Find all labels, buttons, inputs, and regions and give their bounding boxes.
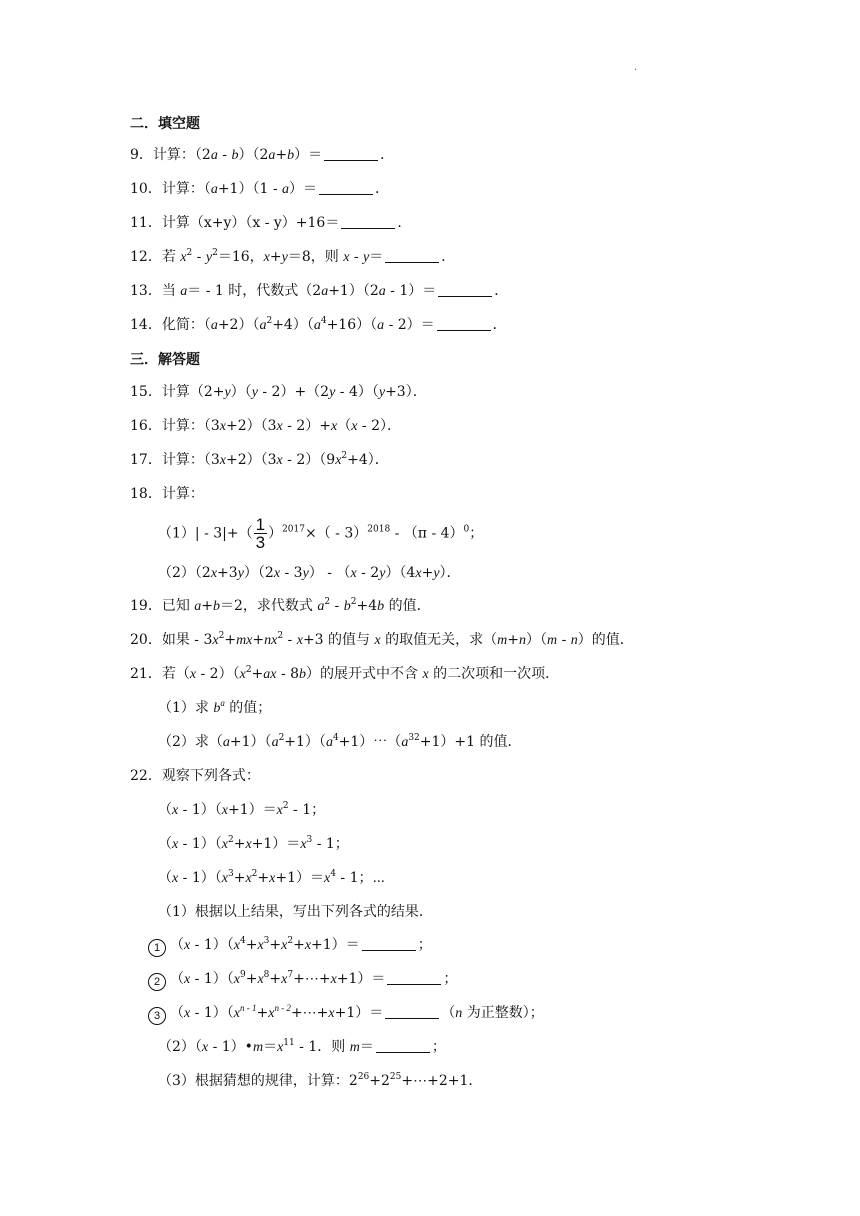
question-21-part-1: （1）求 $b^a$ 的值； bbox=[158, 698, 272, 716]
question-22-part-1: （1）根据以上结果，写出下列各式的结果． bbox=[158, 904, 433, 920]
question-21: 21．若$(x - 2)(x^2+ax - 8b)$的展开式中不含 x 的二次项和一次项． bbox=[130, 665, 560, 682]
answer-blank[interactable] bbox=[319, 182, 373, 195]
question-19: 19．已知 a+b＝2，求代数式 $a^2 - b^2+4b$ 的值． bbox=[130, 597, 431, 614]
question-18-part-1: （1）| - 3|+（ $\frac{1}{3}$ ）$^{2017}$×（ - 3）$^{2018}$ - （π - 4）$^0$； bbox=[158, 515, 484, 552]
question-18-part-2: （2）（2x+3y）（2x - 3y） - （x - 2y）（4x+y）． bbox=[158, 565, 461, 581]
question-22-part-2: $(2)(x - 1)•m=x^{11} - 1$．则 m＝ ； bbox=[158, 1038, 446, 1055]
answer-blank[interactable] bbox=[324, 148, 378, 161]
question-22-example-3: $(x - 1)(x^3+x^2+x+1)=x^4 - 1$；⋯ bbox=[158, 869, 386, 886]
circled-number-2: 2 bbox=[148, 973, 166, 991]
question-22-subitem-3: 3 $(x - 1)(x^{n - 1}+x^{n - 2}+\cdots+x+1)= (n$ 为正整数）； bbox=[148, 1004, 544, 1025]
answer-blank[interactable] bbox=[437, 318, 491, 331]
question-20: 20．如果 - $3x^2+mx+nx^2 - x+3$ 的值与 x 的取值无关，求（m+n）（m - n）的值． bbox=[130, 631, 634, 648]
question-22-part-3: （3）根据猜想的规律，计算：$2^{26}+2^{25}+\cdots+2+1$． bbox=[158, 1072, 483, 1089]
question-22-subitem-2: 2 $(x - 1)(x^9+x^8+x^7+\cdots+x+1)=$ ； bbox=[148, 970, 457, 991]
question-9: 9．计算：（2a - b）（2a+b）＝ ． bbox=[130, 147, 395, 163]
question-18: 18．计算： bbox=[130, 486, 204, 502]
question-11: 11．计算（x+y）（x - y）+16＝ ． bbox=[130, 215, 412, 231]
fraction-one-third: $\frac{1}{3}$ bbox=[255, 515, 266, 552]
question-14: 14．化简：$(a+2)(a^2+4)(a^4+16)(a - 2)=$ ． bbox=[130, 316, 507, 333]
question-15: 15．计算（2+y）（y - 2）+（2y - 4）（y+3）． bbox=[130, 384, 427, 400]
circled-number-3: 3 bbox=[148, 1007, 166, 1025]
answer-blank[interactable] bbox=[362, 938, 416, 951]
question-10: 10．计算：（a+1）（1 - a）＝ ． bbox=[130, 181, 390, 197]
question-12: 12．若 $x^2 - y^2=16$，x+y＝8，则 x - y＝ ． bbox=[130, 248, 456, 265]
answer-blank[interactable] bbox=[341, 216, 395, 229]
question-22-example-2: $(x - 1)(x^2+x+1)=x^3 - 1$； bbox=[158, 835, 349, 852]
answer-blank[interactable] bbox=[438, 284, 492, 297]
question-16: 16．计算：（3x+2）（3x - 2）+x（x - 2）． bbox=[130, 418, 401, 434]
section-title-answer: 三．解答题 bbox=[130, 352, 200, 368]
question-22-subitem-1: 1 $(x - 1)(x^4+x^3+x^2+x+1)=$ ； bbox=[148, 936, 432, 957]
answer-blank[interactable] bbox=[376, 1040, 430, 1053]
circled-number-1: 1 bbox=[148, 939, 166, 957]
question-22-example-1: $(x - 1)(x+1)=x^2 - 1$； bbox=[158, 801, 326, 818]
answer-blank[interactable] bbox=[385, 250, 439, 263]
answer-blank[interactable] bbox=[385, 1006, 439, 1019]
question-22: 22．观察下列各式： bbox=[130, 768, 260, 784]
section-title-fill-in: 二．填空题 bbox=[130, 116, 200, 132]
question-21-part-2: （2）求$(a+1)(a^2+1)(a^4+1)\cdots(a^{32}+1)+1$ 的值． bbox=[158, 733, 522, 750]
answer-blank[interactable] bbox=[387, 972, 441, 985]
question-17: 17．计算：$(3x+2)(3x - 2)(9x^2+4)$． bbox=[130, 451, 389, 468]
question-13: 13．当 a＝ - 1 时，代数式（2a+1）（2a - 1）＝ ． bbox=[130, 283, 509, 299]
header-dot: . bbox=[634, 62, 638, 73]
